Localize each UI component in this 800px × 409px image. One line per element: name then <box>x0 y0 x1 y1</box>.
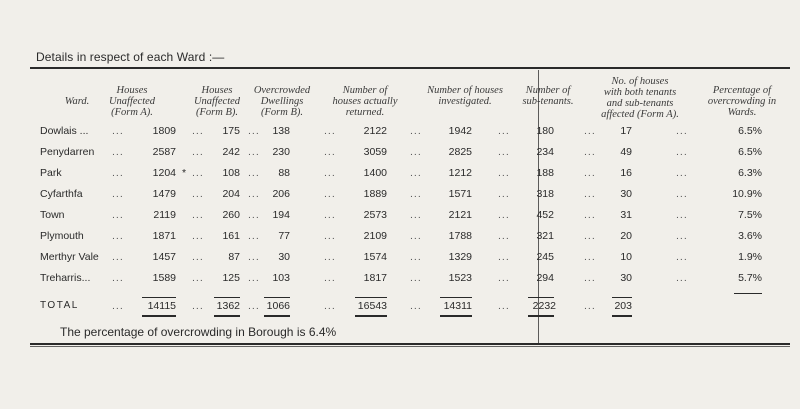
bottom-rule <box>30 343 790 345</box>
cell-unaffected-b: 175 <box>222 125 240 137</box>
header-unaffected-a: Houses Unaffected (Form A). <box>108 85 156 118</box>
cell-investigated: 1942 <box>448 125 472 137</box>
cell-percentage: 5.7% <box>738 272 762 284</box>
total-overcrowded: 1066 <box>266 300 290 312</box>
header-subtenants: Number of sub-tenants. <box>522 85 574 107</box>
cell-returned: 1574 <box>363 251 387 263</box>
cell-percentage: 6.5% <box>738 146 762 158</box>
cell-both-affected: 30 <box>620 188 632 200</box>
cell-unaffected-b: 125 <box>222 272 240 284</box>
cell-overcrowded: 88 <box>278 167 290 179</box>
cell-unaffected-b: 108 <box>222 167 240 179</box>
cell-unaffected-a: 1809 <box>152 125 176 137</box>
ward-name: Cyfarthfa <box>40 188 83 200</box>
total-returned: 16543 <box>357 300 387 312</box>
cell-both-affected: 31 <box>620 209 632 221</box>
cell-percentage: 3.6% <box>738 230 762 242</box>
table-caption: Details in respect of each Ward :— <box>36 50 225 64</box>
total-overline <box>528 297 554 298</box>
header-both-affected: No. of houses with both tenants and sub-tenants affected (Form A). <box>601 76 679 120</box>
table-row: Treharris... ... 1589 ... 125 ... 103 ... 1817 ... 1523 ... 294 ... 30 ... 5.7% <box>40 272 762 284</box>
cell-unaffected-a: 2587 <box>152 146 176 158</box>
table-row: Penydarren ... 2587 ... 242 ... 230 ... 3059 ... 2825 ... 234 ... 49 ... 6.5% <box>40 146 762 158</box>
cell-subtenants: 188 <box>536 167 554 179</box>
top-rule <box>30 67 790 69</box>
cell-subtenants: 452 <box>536 209 554 221</box>
cell-overcrowded: 77 <box>278 230 290 242</box>
total-subtenants: 2232 <box>532 300 556 312</box>
cell-returned: 1817 <box>363 272 387 284</box>
cell-both-affected: 10 <box>620 251 632 263</box>
cell-investigated: 2121 <box>448 209 472 221</box>
total-unaffected-a: 14115 <box>147 300 176 312</box>
cell-overcrowded: 30 <box>278 251 290 263</box>
cell-overcrowded: 194 <box>272 209 290 221</box>
table-row: Park ... 1204 * ... 108 ... 88 ... 1400 ... 1212 ... 188 ... 16 ... 6.3% <box>40 167 762 179</box>
footnote-mark: * <box>182 167 187 179</box>
cell-investigated: 1788 <box>448 230 472 242</box>
cell-subtenants: 245 <box>536 251 554 263</box>
cell-returned: 3059 <box>363 146 387 158</box>
cell-subtenants: 294 <box>536 272 554 284</box>
total-overline <box>440 297 472 298</box>
header-percentage: Percentage of overcrowding in Wards. <box>707 85 777 118</box>
total-underline <box>214 315 240 317</box>
total-investigated: 14311 <box>443 300 472 312</box>
table-row: Town ... 2119 ... 260 ... 194 ... 2573 ... 2121 ... 452 ... 31 ... 7.5% <box>40 209 762 221</box>
total-underline <box>142 315 176 317</box>
ward-name: Merthyr Vale <box>40 251 99 263</box>
table-row: Dowlais ... ... 1809 ... 175 ... 138 ... 2122 ... 1942 ... 180 ... 17 ... 6.5% <box>40 125 762 137</box>
total-underline <box>528 315 554 317</box>
total-row: TOTAL ... 14115 ... 1362 ... 1066 ... 16543 ... 14311 ... 2232 ... 203 <box>40 300 632 312</box>
cell-investigated: 1523 <box>448 272 472 284</box>
header-overcrowded: Overcrowded Dwellings (Form B). <box>253 85 311 118</box>
cell-unaffected-a: 1457 <box>152 251 176 263</box>
cell-subtenants: 234 <box>536 146 554 158</box>
cell-returned: 2109 <box>363 230 387 242</box>
cell-percentage: 10.9% <box>732 188 762 200</box>
total-unaffected-b: 1362 <box>216 300 240 312</box>
cell-unaffected-b: 260 <box>222 209 240 221</box>
table-row: Plymouth ... 1871 ... 161 ... 77 ... 2109 ... 1788 ... 321 ... 20 ... 3.6% <box>40 230 762 242</box>
cell-investigated: 1329 <box>448 251 472 263</box>
ward-name: Park <box>40 167 62 179</box>
cell-overcrowded: 206 <box>272 188 290 200</box>
total-underline <box>440 315 472 317</box>
total-overline <box>734 293 762 294</box>
ward-name: Treharris... <box>40 272 91 284</box>
cell-subtenants: 318 <box>536 188 554 200</box>
total-underline <box>612 315 632 317</box>
cell-both-affected: 17 <box>620 125 632 137</box>
cell-both-affected: 49 <box>620 146 632 158</box>
cell-both-affected: 30 <box>620 272 632 284</box>
cell-investigated: 2825 <box>448 146 472 158</box>
table-row: Cyfarthfa ... 1479 ... 204 ... 206 ... 1889 ... 1571 ... 318 ... 30 ... 10.9% <box>40 188 762 200</box>
total-overline <box>142 297 176 298</box>
total-overline <box>355 297 387 298</box>
cell-percentage: 6.5% <box>738 125 762 137</box>
cell-returned: 1889 <box>363 188 387 200</box>
cell-unaffected-b: 242 <box>222 146 240 158</box>
cell-percentage: 6.3% <box>738 167 762 179</box>
cell-unaffected-b: 161 <box>222 230 240 242</box>
total-underline <box>355 315 387 317</box>
cell-unaffected-a: 1204 <box>152 167 176 179</box>
table-row: Merthyr Vale ... 1457 ... 87 ... 30 ... 1574 ... 1329 ... 245 ... 10 ... 1.9% <box>40 251 762 263</box>
cell-subtenants: 180 <box>536 125 554 137</box>
ward-name: Plymouth <box>40 230 84 242</box>
cell-overcrowded: 138 <box>272 125 290 137</box>
footer-note: The percentage of overcrowding in Borough is 6.4% <box>60 325 337 339</box>
cell-investigated: 1212 <box>448 167 472 179</box>
bottom-rule-thin <box>30 346 790 347</box>
cell-subtenants: 321 <box>536 230 554 242</box>
cell-overcrowded: 230 <box>272 146 290 158</box>
total-both-affected: 203 <box>614 300 632 312</box>
cell-unaffected-a: 2119 <box>153 209 176 221</box>
cell-unaffected-a: 1871 <box>152 230 176 242</box>
cell-returned: 2122 <box>363 125 387 137</box>
ward-name: Penydarren <box>40 146 95 158</box>
cell-unaffected-b: 204 <box>222 188 240 200</box>
cell-unaffected-a: 1479 <box>152 188 176 200</box>
cell-percentage: 7.5% <box>738 209 762 221</box>
total-overline <box>264 297 290 298</box>
cell-returned: 2573 <box>363 209 387 221</box>
cell-both-affected: 20 <box>620 230 632 242</box>
cell-unaffected-b: 87 <box>228 251 240 263</box>
header-unaffected-b: Houses Unaffected (Form B). <box>193 85 241 118</box>
cell-unaffected-a: 1589 <box>152 272 176 284</box>
ward-name: Town <box>40 209 65 221</box>
header-investigated: Number of houses investigated. <box>427 85 503 107</box>
total-overline <box>214 297 240 298</box>
ward-name: Dowlais ... <box>40 125 89 137</box>
cell-investigated: 1571 <box>448 188 472 200</box>
total-overline <box>612 297 632 298</box>
cell-percentage: 1.9% <box>738 251 762 263</box>
cell-both-affected: 16 <box>620 167 632 179</box>
header-returned: Number of houses actually returned. <box>332 85 398 118</box>
cell-returned: 1400 <box>363 167 387 179</box>
cell-overcrowded: 103 <box>272 272 290 284</box>
total-label: TOTAL <box>40 300 79 311</box>
header-ward: Ward. <box>64 96 90 107</box>
total-underline <box>264 315 290 317</box>
